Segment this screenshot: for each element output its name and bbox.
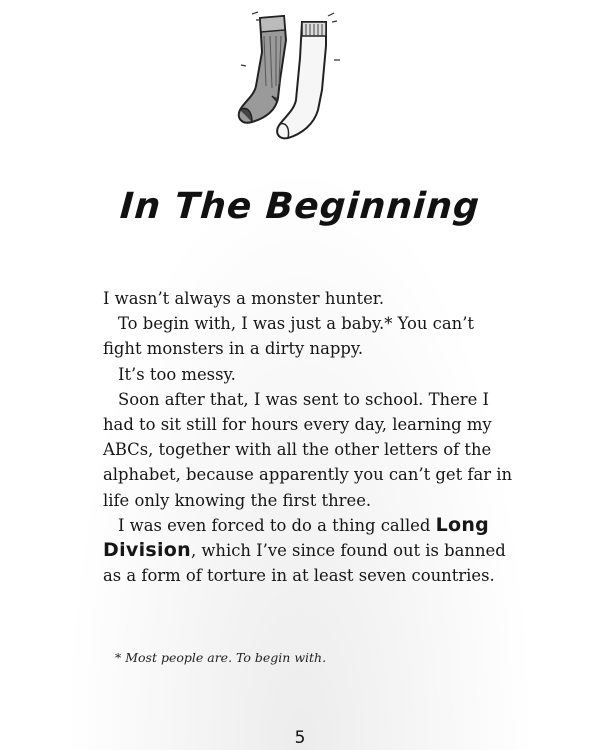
text-line — [103, 513, 523, 538]
text-line: fight monsters in a dirty nappy. — [103, 339, 364, 359]
text-line: I wasn’t always a monster hunter. — [103, 289, 385, 308]
emphasized-phrase: Division — [103, 539, 191, 562]
chapter-title: In The Beginning — [118, 186, 482, 227]
emphasized-phrase: Long — [435, 513, 490, 536]
text-line: It’s too messy. — [118, 364, 236, 384]
text-line: ABCs, together with all the other letters of the — [103, 440, 492, 460]
text-line: To begin with, I was just a baby.* You can’t — [118, 314, 474, 334]
text-fragment: , which I’ve since found out is banned — [190, 541, 506, 561]
footnote: * Most people are. To begin with. — [115, 650, 327, 665]
socks-icon — [222, 6, 352, 146]
text-fragment: I was even forced to do a thing called — [118, 515, 436, 535]
page-number: 5 — [294, 728, 306, 748]
text-line: had to sit still for hours every day, learning my — [103, 415, 492, 435]
text-line: life only knowing the first three. — [103, 490, 372, 510]
text-line — [103, 538, 523, 563]
text-line: as a form of torture in at least seven countries. — [103, 566, 495, 586]
chapter-body — [103, 286, 523, 588]
text-line: alphabet, because apparently you can’t get far in — [103, 465, 513, 485]
text-line: Soon after that, I was sent to school. There I — [118, 389, 490, 409]
